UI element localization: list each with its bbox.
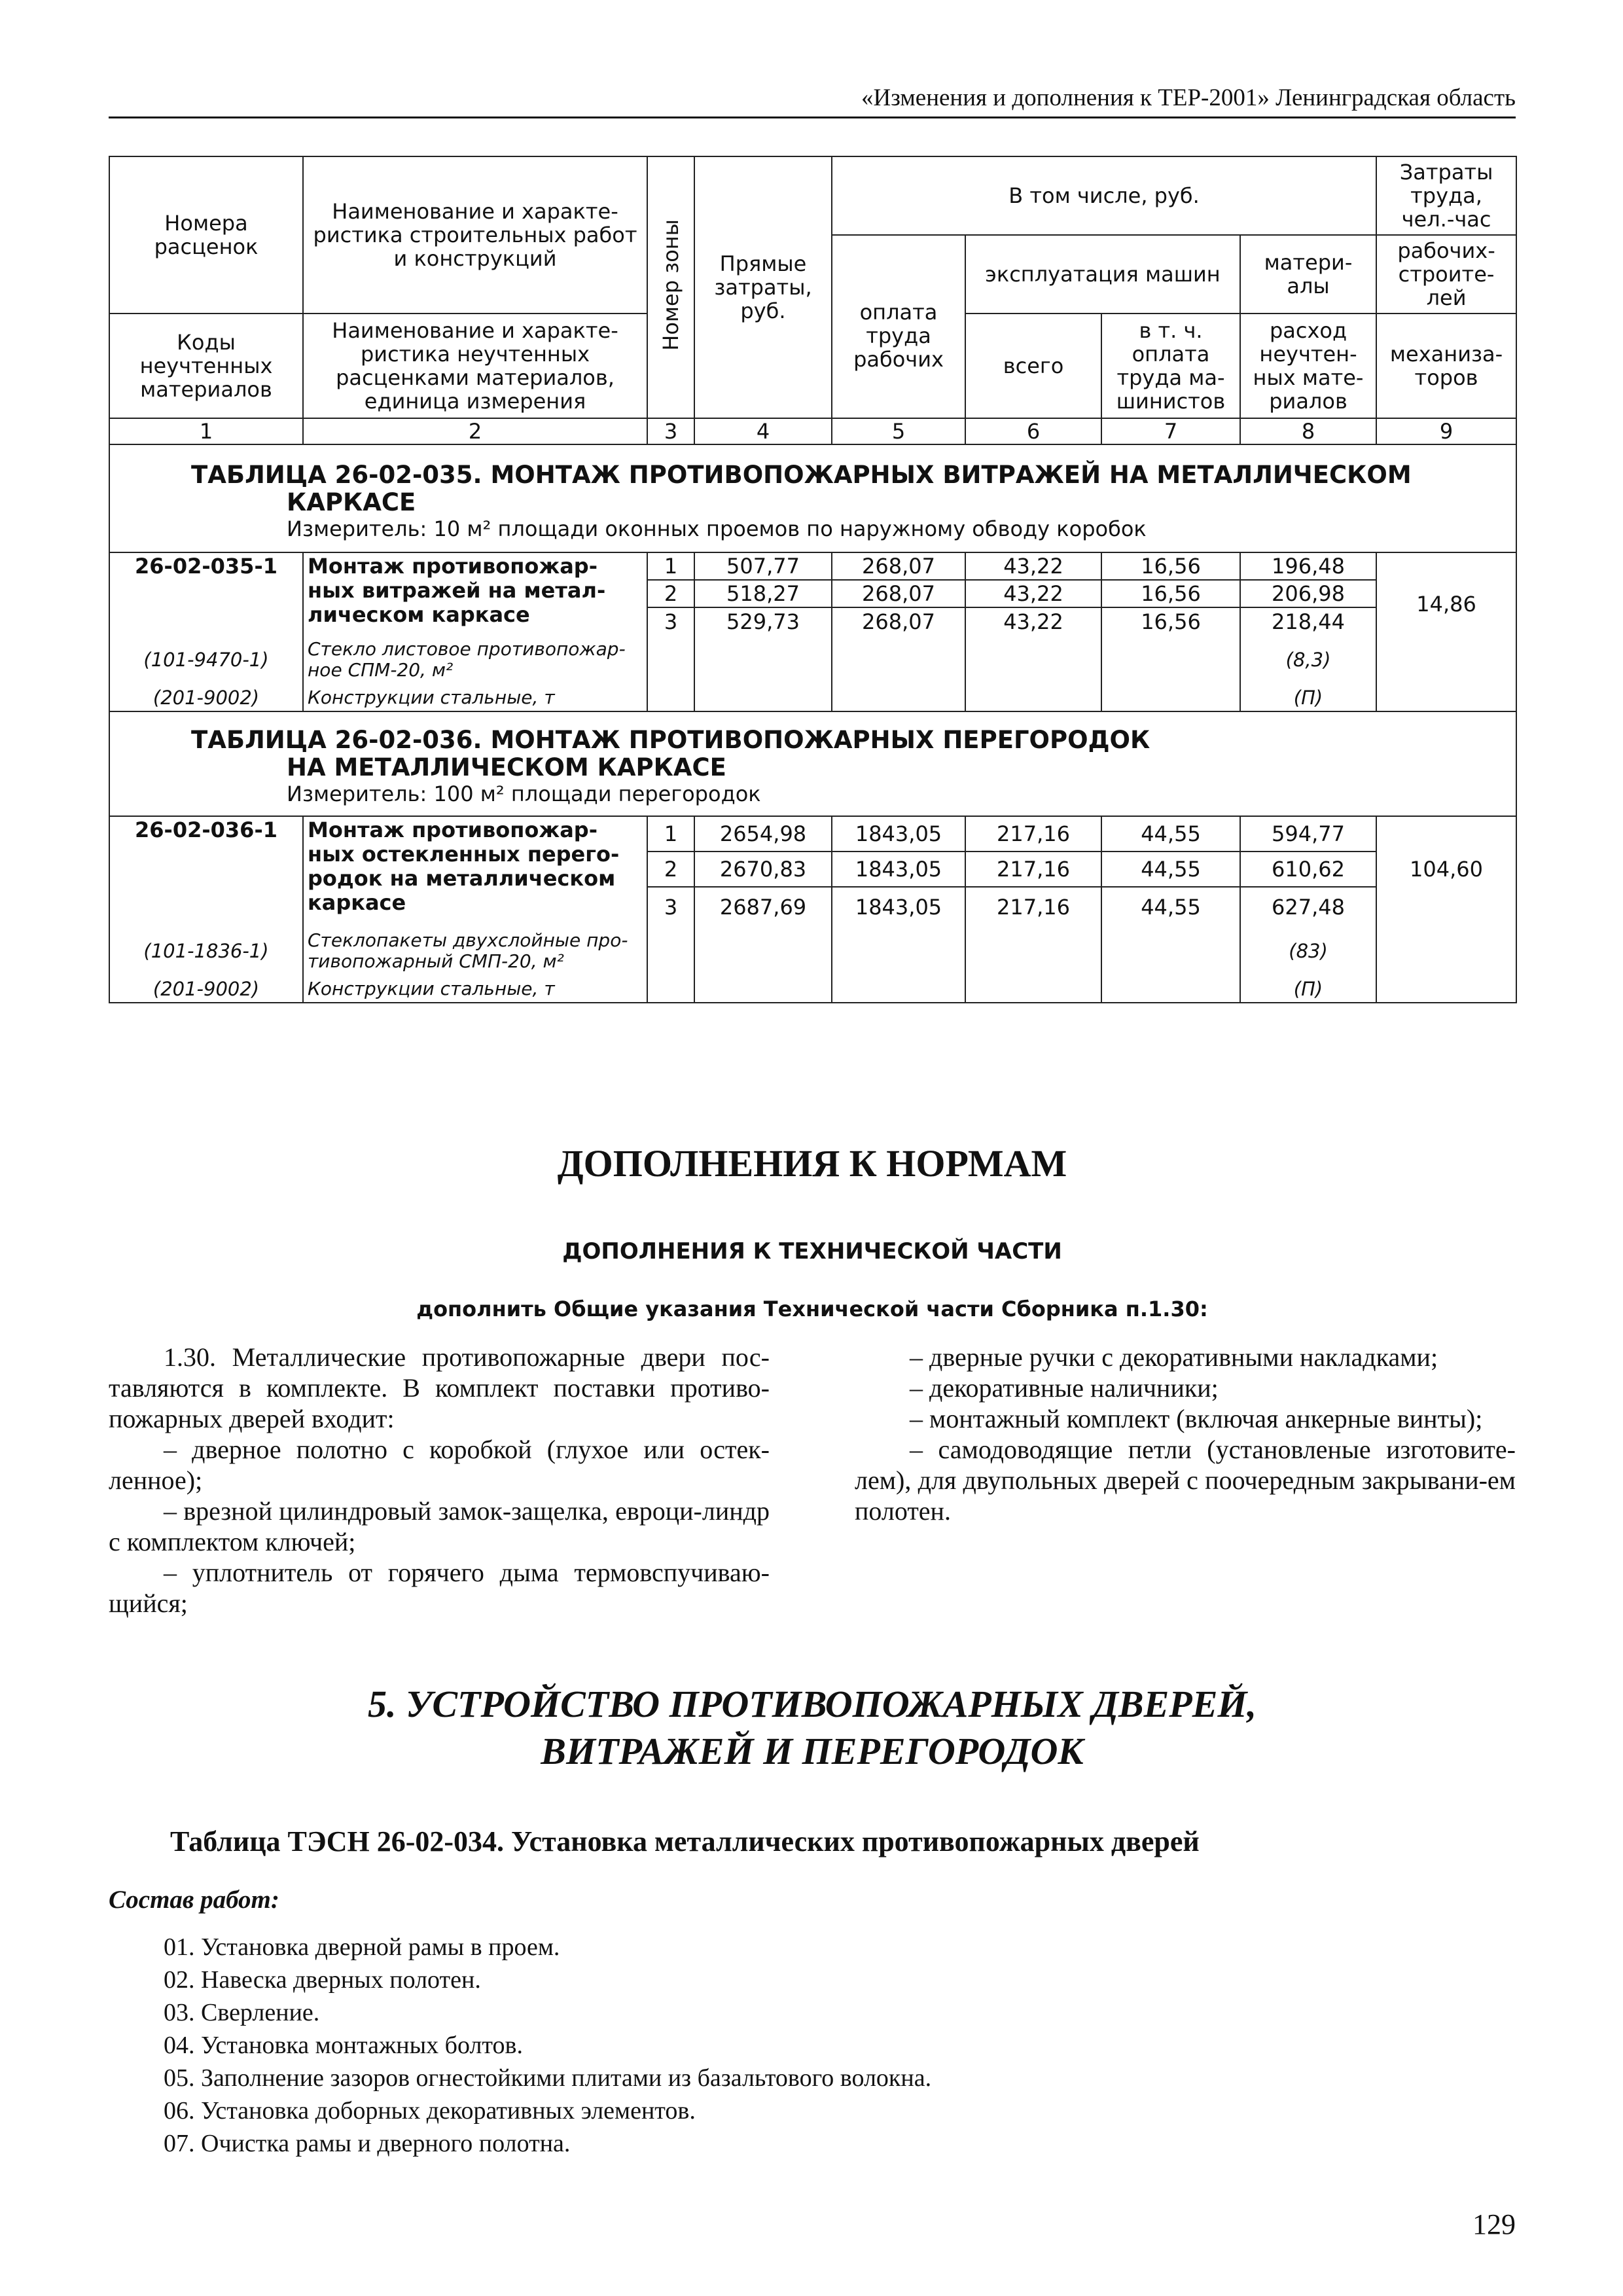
resource-name: Конструкции стальные, т [303,976,647,1003]
additions-left-column [109,1342,770,1619]
section-5-line2: ВИТРАЖЕЙ И ПЕРЕГОРОДОК [541,1730,1084,1772]
header-machines: эксплуатация машин [965,235,1240,314]
table-035-meter: Измеритель: 10 м² площади оконных проемов по наружному обводу коробок [287,516,1147,541]
work-description: Монтаж противопожар-ных витражей на метал-лическом каркасе [303,552,647,635]
zone-cell: 3 [647,887,694,926]
paragraph: 1.30. Металлические противопожарные двери пос-тавляются в комплекте. В комплект поставки противо-пожарных дверей входит: [109,1342,770,1433]
empty-cell [965,685,1101,711]
header-col5: оплата труда рабочих [832,235,965,418]
empty-cell [965,976,1101,1003]
work-steps-list [164,1931,931,2160]
table-036-title-line2: НА МЕТАЛЛИЧЕСКОМ КАРКАСЕ [287,753,726,781]
table-035-title-line2: КАРКАСЕ [287,488,416,516]
rate-code: 26-02-036-1 [109,816,303,926]
resource-row [109,926,1516,976]
direct-cost-cell: 2670,83 [694,852,832,887]
labor-cell: 1843,05 [832,816,965,852]
header-including: В том числе, руб. [832,156,1376,235]
empty-cell [832,685,965,711]
labor-hours-cell: 104,60 [1376,816,1516,1003]
resource-code: (101-1836-1) [109,926,303,976]
zone-cell: 3 [647,607,694,635]
table-row [109,552,1516,580]
col-num: 1 [109,418,303,444]
resource-code: (201-9002) [109,976,303,1003]
additions-right-column [855,1342,1516,1526]
table-035-title [191,461,1510,516]
header-col2-bottom: Наименование и характе-ристика неучтенных расценками материалов, единица измерения [303,314,647,418]
resource-name: Стеклопакеты двухслойные про-тивопожарный СМП-20, м² [303,926,647,976]
resource-name: Стекло листовое противопожар-ное СПМ-20, м² [303,635,647,685]
empty-cell [1101,685,1240,711]
resource-row [109,976,1516,1003]
machines-cell: 43,22 [965,552,1101,580]
materials-cell: 196,48 [1240,552,1376,580]
zone-cell: 1 [647,816,694,852]
resource-name: Конструкции стальные, т [303,685,647,711]
paragraph: – самодоводящие петли (установленые изготовите-лем), для двупольных дверей с поочередным закрывани-ем полотен. [855,1435,1516,1526]
page-number: 129 [1472,2208,1516,2240]
header-col1-top: Номера расценок [109,156,303,314]
work-description: Монтаж противопожар-ных остекленных перего-родок на металлическом каркасе [303,816,647,926]
table-row [109,816,1516,852]
header-col3 [647,156,694,418]
machines-cell: 217,16 [965,852,1101,887]
empty-cell [694,926,832,976]
empty-cell [694,976,832,1003]
rate-code: 26-02-035-1 [109,552,303,635]
norms-table [109,156,1517,1003]
header-col9-bottom: механиза-торов [1376,314,1516,418]
empty-cell [647,926,694,976]
resource-row [109,635,1516,685]
list-item: 03. Сверление. [164,1999,320,2026]
table-035-heading [109,444,1516,552]
header-col7: в т. ч. оплата труда ма-шинистов [1101,314,1240,418]
header-rule [109,117,1516,118]
zone-cell: 2 [647,852,694,887]
resource-code: (201-9002) [109,685,303,711]
labor-cell: 268,07 [832,607,965,635]
machines-cell: 43,22 [965,580,1101,607]
machinist-labor-cell: 16,56 [1101,580,1240,607]
zone-cell: 2 [647,580,694,607]
empty-cell [965,926,1101,976]
table-036-title-line1: ТАБЛИЦА 26-02-036. МОНТАЖ ПРОТИВОПОЖАРНЫХ ПЕРЕГОРОДОК [191,726,1150,754]
table-036-meter: Измеритель: 100 м² площади перегородок [287,781,761,806]
list-item: 07. Очистка рамы и дверного полотна. [164,2130,571,2157]
header-col1-bottom: Коды неучтенных материалов [109,314,303,418]
list-item: 06. Установка доборных декоративных элементов. [164,2097,696,2125]
list-item: 04. Установка монтажных болтов. [164,2032,523,2059]
materials-cell: 218,44 [1240,607,1376,635]
header-col4: Прямые затраты, руб. [694,156,832,418]
empty-cell [832,635,965,685]
labor-cell: 1843,05 [832,887,965,926]
machines-cell: 217,16 [965,887,1101,926]
machines-cell: 43,22 [965,607,1101,635]
header-col8-bottom: расход неучтен-ных мате-риалов [1240,314,1376,418]
materials-cell: 594,77 [1240,816,1376,852]
zone-cell: 1 [647,552,694,580]
empty-cell [1101,976,1240,1003]
list-item: 01. Установка дверной рамы в проем. [164,1933,560,1961]
empty-cell [1101,926,1240,976]
resource-value: (П) [1240,685,1376,711]
paragraph: – уплотнитель от горячего дыма термовспучиваю-щийся; [109,1558,770,1618]
labor-hours-cell: 14,86 [1376,552,1516,711]
resource-value: (83) [1240,926,1376,976]
running-header: «Изменения и дополнения к ТЕР-2001» Ленинградская область [861,84,1516,111]
empty-cell [965,635,1101,685]
paragraph: – дверные ручки с декоративными накладками; [910,1342,1438,1372]
list-item: 02. Навеска дверных полотен. [164,1966,481,1994]
direct-cost-cell: 507,77 [694,552,832,580]
machinist-labor-cell: 16,56 [1101,552,1240,580]
header-col2-top: Наименование и характе-ристика строительных работ и конструкций [303,156,647,314]
empty-cell [694,635,832,685]
empty-cell [832,976,965,1003]
col-num: 3 [647,418,694,444]
empty-cell [647,635,694,685]
list-item: 05. Заполнение зазоров огнестойкими плитами из базальтового волокна. [164,2064,932,2092]
additions-instruction: дополнить Общие указания Технической части Сборника п.1.30: [416,1297,1208,1321]
col-num: 8 [1240,418,1376,444]
paragraph: – врезной цилиндровый замок-защелка, евроци-линдр с комплектом ключей; [109,1496,770,1556]
machinist-labor-cell: 16,56 [1101,607,1240,635]
additions-heading: ДОПОЛНЕНИЯ К НОРМАМ [557,1142,1067,1185]
empty-cell [647,685,694,711]
labor-cell: 268,07 [832,580,965,607]
col-num: 2 [303,418,647,444]
materials-cell: 610,62 [1240,852,1376,887]
materials-cell: 627,48 [1240,887,1376,926]
column-numbers-row [109,418,1516,444]
col-num: 9 [1376,418,1516,444]
labor-cell: 1843,05 [832,852,965,887]
table-035-title-line1: ТАБЛИЦА 26-02-035. МОНТАЖ ПРОТИВОПОЖАРНЫХ ВИТРАЖЕЙ НА МЕТАЛЛИЧЕСКОМ [191,460,1412,489]
empty-cell [832,926,965,976]
machinist-labor-cell: 44,55 [1101,816,1240,852]
machinist-labor-cell: 44,55 [1101,887,1240,926]
paragraph: – декоративные наличники; [910,1373,1219,1403]
header-col9-mid: рабочих-строите-лей [1376,235,1516,314]
col-num: 7 [1101,418,1240,444]
additions-subheading: ДОПОЛНЕНИЯ К ТЕХНИЧЕСКОЙ ЧАСТИ [562,1238,1062,1265]
section-5-heading [109,1681,1516,1775]
direct-cost-cell: 529,73 [694,607,832,635]
empty-cell [694,685,832,711]
header-zone-label: Номер зоны [658,219,683,351]
empty-cell [1101,635,1240,685]
col-num: 5 [832,418,965,444]
col-num: 4 [694,418,832,444]
materials-cell: 206,98 [1240,580,1376,607]
paragraph: – монтажный комплект (включая анкерные винты); [910,1404,1483,1433]
resource-row [109,685,1516,711]
paragraph: – дверное полотно с коробкой (глухое или остек-ленное); [109,1435,770,1495]
table-036-title [191,726,1510,781]
composition-label: Состав работ: [109,1886,279,1914]
table-caption: Таблица ТЭСН 26-02-034. Установка металлических противопожарных дверей [170,1825,1200,1857]
labor-cell: 268,07 [832,552,965,580]
machinist-labor-cell: 44,55 [1101,852,1240,887]
header-col6: всего [965,314,1101,418]
machines-cell: 217,16 [965,816,1101,852]
direct-cost-cell: 518,27 [694,580,832,607]
resource-value: (8,3) [1240,635,1376,685]
section-5-line1: 5. УСТРОЙСТВО ПРОТИВОПОЖАРНЫХ ДВЕРЕЙ, [367,1683,1257,1725]
direct-cost-cell: 2654,98 [694,816,832,852]
resource-code: (101-9470-1) [109,635,303,685]
table-036-heading [109,711,1516,816]
header-col9-top: Затраты труда, чел.-час [1376,156,1516,235]
empty-cell [647,976,694,1003]
direct-cost-cell: 2687,69 [694,887,832,926]
resource-value: (П) [1240,976,1376,1003]
header-col8-top: матери-алы [1240,235,1376,314]
col-num: 6 [965,418,1101,444]
